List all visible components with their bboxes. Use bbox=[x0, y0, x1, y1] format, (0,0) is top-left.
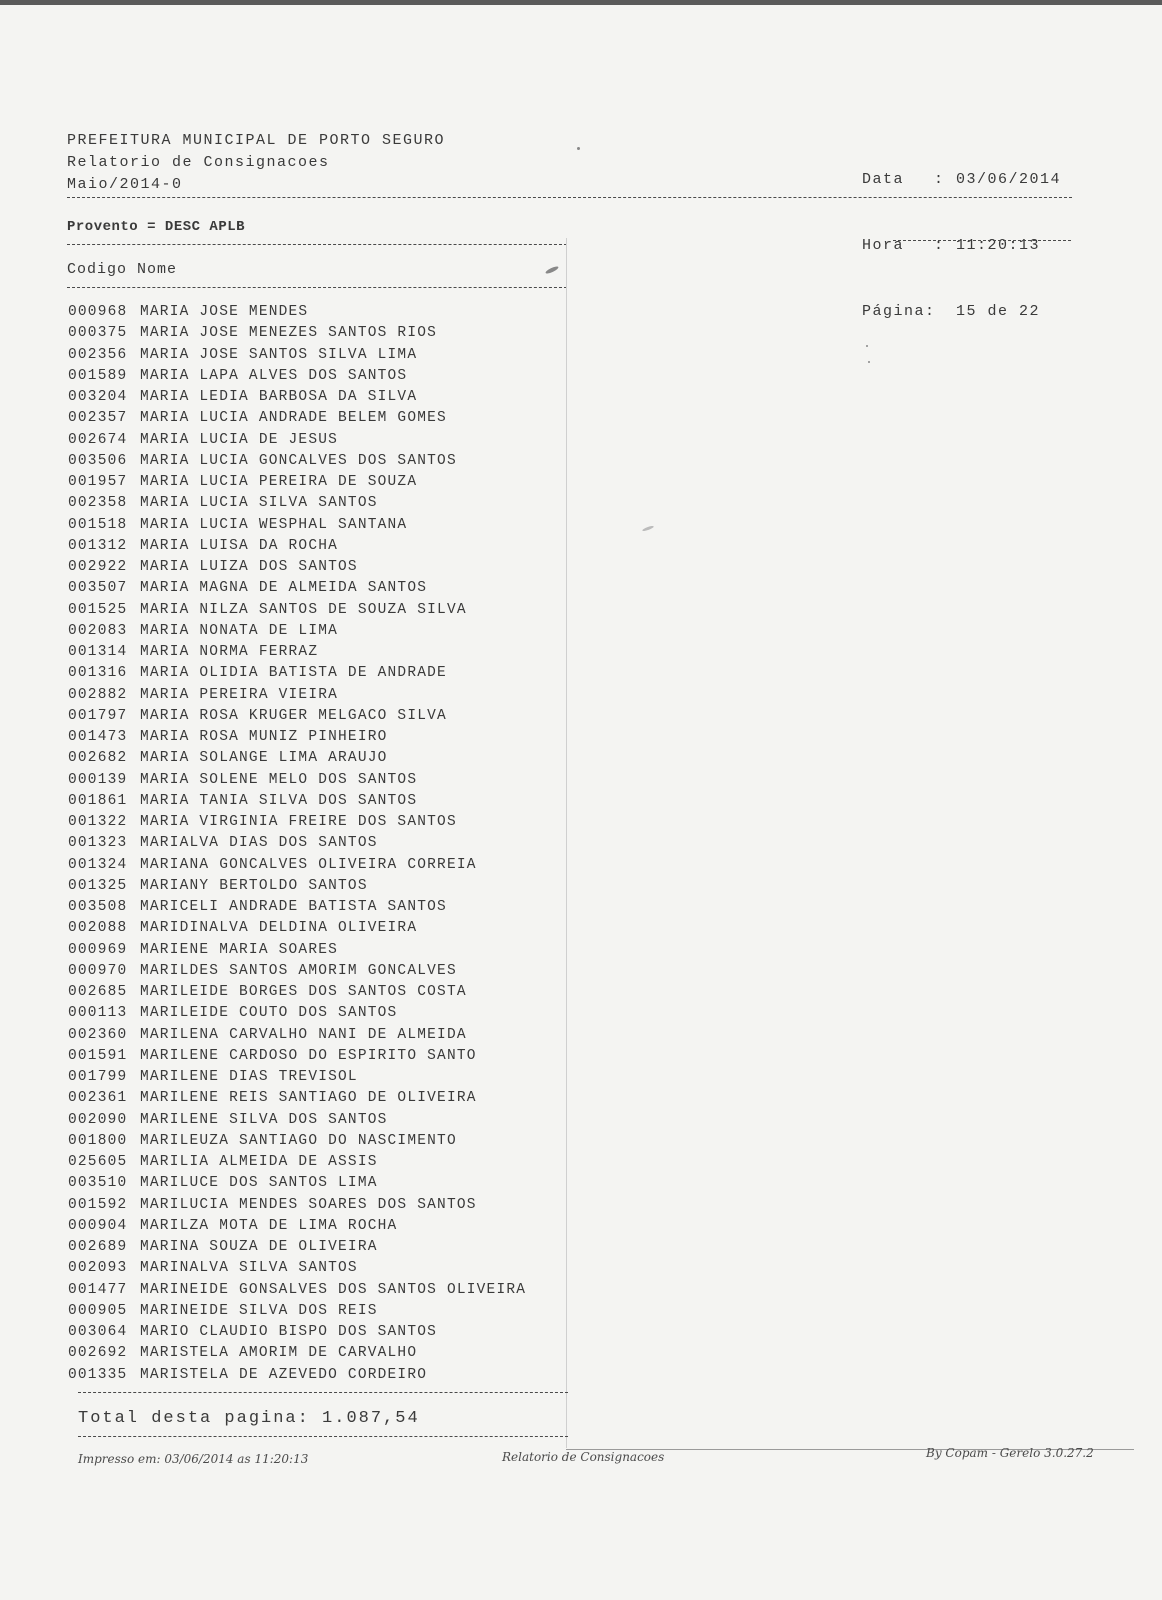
employee-code: 003064 bbox=[68, 1324, 128, 1340]
report-meta bbox=[862, 125, 1061, 345]
column-divider-bottom bbox=[67, 287, 567, 288]
employee-code: 003510 bbox=[68, 1175, 128, 1192]
employee-code: 003508 bbox=[68, 899, 128, 915]
employee-code: 001800 bbox=[68, 1132, 128, 1149]
employee-code: 001324 bbox=[68, 856, 128, 873]
meta-date: Data : 03/06/2014 bbox=[862, 171, 1062, 188]
list-item bbox=[68, 451, 578, 472]
employee-name: MARILENE CARDOSO DO ESPIRITO SANTO bbox=[140, 1047, 477, 1064]
employee-name: MARIA NORMA FERRAZ bbox=[140, 644, 319, 660]
list-item bbox=[68, 387, 578, 408]
list-item bbox=[68, 1110, 578, 1131]
list-item bbox=[68, 1025, 578, 1046]
employee-code: 003507 bbox=[68, 580, 128, 597]
list-item bbox=[68, 1046, 578, 1067]
employee-name: MARIA SOLANGE LIMA ARAUJO bbox=[140, 750, 388, 767]
list-item bbox=[68, 1365, 578, 1386]
employee-name: MARIA MAGNA DE ALMEIDA SANTOS bbox=[140, 580, 428, 597]
scan-speck bbox=[545, 265, 559, 275]
list-item bbox=[68, 1152, 578, 1173]
employee-name: MARILENA CARVALHO NANI DE ALMEIDA bbox=[140, 1026, 467, 1043]
employee-name: MARILUCIA MENDES SOARES DOS SANTOS bbox=[140, 1196, 477, 1213]
total-divider-top bbox=[78, 1392, 568, 1393]
employee-code: 000970 bbox=[68, 962, 128, 979]
employee-name: MARIA LUCIA SILVA SANTOS bbox=[140, 495, 378, 512]
list-item bbox=[68, 982, 578, 1003]
scan-speck bbox=[866, 345, 868, 347]
employee-name: MARIA LAPA ALVES DOS SANTOS bbox=[140, 367, 408, 384]
employee-code: 002922 bbox=[68, 559, 128, 575]
employee-name: MARILIA ALMEIDA DE ASSIS bbox=[140, 1154, 378, 1170]
list-item bbox=[68, 897, 578, 918]
employee-code: 025605 bbox=[68, 1154, 128, 1170]
employee-name: MARIA PEREIRA VIEIRA bbox=[140, 686, 339, 703]
section-title: Provento = DESC APLB bbox=[67, 219, 246, 235]
employee-name: MARIO CLAUDIO BISPO DOS SANTOS bbox=[140, 1324, 438, 1340]
meta-time: Hora : 11:20:13 bbox=[862, 237, 1041, 254]
employee-name: MARILENE DIAS TREVISOL bbox=[140, 1069, 358, 1085]
list-item bbox=[68, 1173, 578, 1194]
list-item bbox=[68, 1258, 578, 1279]
list-item bbox=[68, 1343, 578, 1364]
employee-name: MARIALVA DIAS DOS SANTOS bbox=[140, 835, 378, 852]
employee-code: 001312 bbox=[68, 537, 128, 554]
footer-printed: Impresso em: 03/06/2014 as 11:20:13 bbox=[78, 1452, 309, 1466]
employee-code: 000375 bbox=[68, 325, 128, 342]
page-total-label: Total desta pagina: bbox=[78, 1409, 310, 1428]
page-total-value: 1.087,54 bbox=[322, 1409, 420, 1428]
employee-code: 001861 bbox=[68, 792, 128, 809]
employee-code: 002689 bbox=[68, 1239, 128, 1255]
list-item bbox=[68, 833, 578, 854]
employee-code: 000905 bbox=[68, 1302, 128, 1319]
employee-name: MARIA NILZA SANTOS DE SOUZA SILVA bbox=[140, 601, 467, 618]
employee-name: MARIA TANIA SILVA DOS SANTOS bbox=[140, 792, 418, 809]
employee-name: MARILDES SANTOS AMORIM GONCALVES bbox=[140, 962, 457, 979]
list-item bbox=[68, 302, 578, 323]
employee-name: MARILENE REIS SANTIAGO DE OLIVEIRA bbox=[140, 1090, 477, 1107]
employee-name: MARIANA GONCALVES OLIVEIRA CORREIA bbox=[140, 856, 477, 873]
employee-name: MARILEIDE COUTO DOS SANTOS bbox=[140, 1005, 398, 1022]
employee-code: 002088 bbox=[68, 920, 128, 937]
employee-code: 001322 bbox=[68, 814, 128, 830]
employee-code: 000969 bbox=[68, 941, 128, 958]
employee-code: 001525 bbox=[68, 601, 128, 618]
scan-top-edge bbox=[0, 0, 1162, 5]
employee-name: MARIA JOSE MENEZES SANTOS RIOS bbox=[140, 325, 438, 342]
list-item bbox=[68, 1237, 578, 1258]
list-item bbox=[68, 748, 578, 769]
list-item bbox=[68, 685, 578, 706]
list-item bbox=[68, 493, 578, 514]
employee-code: 001473 bbox=[68, 729, 128, 745]
employee-code: 001589 bbox=[68, 367, 128, 384]
employee-name: MARILEIDE BORGES DOS SANTOS COSTA bbox=[140, 984, 467, 1000]
employee-code: 003204 bbox=[68, 389, 128, 405]
employee-code: 001335 bbox=[68, 1366, 128, 1383]
list-item bbox=[68, 1003, 578, 1024]
employee-code: 002361 bbox=[68, 1090, 128, 1107]
employee-code: 002692 bbox=[68, 1345, 128, 1362]
list-item bbox=[68, 812, 578, 833]
list-item bbox=[68, 600, 578, 621]
column-header-name: Nome bbox=[137, 261, 178, 278]
list-item bbox=[68, 557, 578, 578]
report-title: Relatorio de Consignacoes bbox=[67, 154, 330, 171]
report-header bbox=[67, 130, 445, 196]
list-item bbox=[68, 366, 578, 387]
employee-name: MARIA OLIDIA BATISTA DE ANDRADE bbox=[140, 665, 447, 682]
footer-title: Relatorio de Consignacoes bbox=[502, 1450, 665, 1464]
employee-name: MARIA ROSA MUNIZ PINHEIRO bbox=[140, 729, 388, 745]
employee-code: 001314 bbox=[68, 644, 128, 660]
right-divider bbox=[893, 240, 1071, 241]
employee-code: 002083 bbox=[68, 622, 128, 639]
employee-code: 002356 bbox=[68, 346, 128, 363]
list-item bbox=[68, 536, 578, 557]
employee-name: MARIA LUCIA DE JESUS bbox=[140, 431, 339, 448]
employee-name: MARIA LUCIA ANDRADE BELEM GOMES bbox=[140, 410, 447, 427]
list-item bbox=[68, 621, 578, 642]
employee-code: 002090 bbox=[68, 1111, 128, 1128]
employee-name: MARIA SOLENE MELO DOS SANTOS bbox=[140, 771, 418, 788]
employee-code: 000904 bbox=[68, 1217, 128, 1234]
report-period: Maio/2014-0 bbox=[67, 176, 183, 193]
employee-code: 002357 bbox=[68, 410, 128, 427]
employee-name: MARILZA MOTA DE LIMA ROCHA bbox=[140, 1217, 398, 1234]
column-divider-top bbox=[67, 244, 567, 245]
employee-name: MARISTELA DE AZEVEDO CORDEIRO bbox=[140, 1366, 428, 1383]
list-item bbox=[68, 1301, 578, 1322]
employee-name: MARIA JOSE SANTOS SILVA LIMA bbox=[140, 346, 418, 363]
employee-name: MARIA VIRGINIA FREIRE DOS SANTOS bbox=[140, 814, 457, 830]
employee-code: 001591 bbox=[68, 1047, 128, 1064]
list-item bbox=[68, 642, 578, 663]
header-divider bbox=[67, 197, 1072, 198]
employee-code: 001799 bbox=[68, 1069, 128, 1085]
list-item bbox=[68, 855, 578, 876]
list-item bbox=[68, 918, 578, 939]
list-item bbox=[68, 430, 578, 451]
employee-name: MARIA ROSA KRUGER MELGACO SILVA bbox=[140, 707, 447, 724]
list-item bbox=[68, 1322, 578, 1343]
list-item bbox=[68, 472, 578, 493]
org-name: PREFEITURA MUNICIPAL DE PORTO SEGURO bbox=[67, 132, 446, 149]
employee-code: 002685 bbox=[68, 984, 128, 1000]
employee-name: MARINA SOUZA DE OLIVEIRA bbox=[140, 1239, 378, 1255]
employee-code: 002882 bbox=[68, 686, 128, 703]
list-item bbox=[68, 1216, 578, 1237]
list-item bbox=[68, 515, 578, 536]
employee-code: 001325 bbox=[68, 877, 128, 894]
list-item bbox=[68, 578, 578, 599]
employee-name: MARILUCE DOS SANTOS LIMA bbox=[140, 1175, 378, 1192]
employee-name: MARISTELA AMORIM DE CARVALHO bbox=[140, 1345, 418, 1362]
list-item bbox=[68, 791, 578, 812]
employee-code: 001592 bbox=[68, 1196, 128, 1213]
employee-name: MARIA LUISA DA ROCHA bbox=[140, 537, 339, 554]
list-item bbox=[68, 1131, 578, 1152]
employee-name: MARILENE SILVA DOS SANTOS bbox=[140, 1111, 388, 1128]
employee-name: MARINEIDE GONSALVES DOS SANTOS OLIVEIRA bbox=[140, 1281, 527, 1298]
employee-name: MARILEUZA SANTIAGO DO NASCIMENTO bbox=[140, 1132, 457, 1149]
scan-speck bbox=[642, 525, 654, 532]
page-total bbox=[78, 1409, 420, 1428]
employee-name: MARICELI ANDRADE BATISTA SANTOS bbox=[140, 899, 447, 915]
employee-code: 001797 bbox=[68, 707, 128, 724]
scan-speck bbox=[868, 361, 870, 363]
employee-name: MARIA LUCIA WESPHAL SANTANA bbox=[140, 516, 408, 533]
employee-name: MARIDINALVA DELDINA OLIVEIRA bbox=[140, 920, 418, 937]
employee-name: MARINALVA SILVA SANTOS bbox=[140, 1260, 358, 1277]
employee-name: MARIA NONATA DE LIMA bbox=[140, 622, 339, 639]
employee-code: 001477 bbox=[68, 1281, 128, 1298]
employee-name: MARIA LEDIA BARBOSA DA SILVA bbox=[140, 389, 418, 405]
employee-code: 000139 bbox=[68, 771, 128, 788]
employee-code: 001323 bbox=[68, 835, 128, 852]
list-item bbox=[68, 876, 578, 897]
column-headers bbox=[67, 261, 187, 278]
list-item bbox=[68, 1195, 578, 1216]
meta-page: Página: 15 de 22 bbox=[862, 303, 1041, 320]
employee-code: 000113 bbox=[68, 1005, 128, 1022]
employee-code: 002674 bbox=[68, 431, 128, 448]
employee-code: 003506 bbox=[68, 452, 128, 469]
list-item bbox=[68, 663, 578, 684]
employee-code: 001316 bbox=[68, 665, 128, 682]
list-item bbox=[68, 1088, 578, 1109]
employee-code: 001518 bbox=[68, 516, 128, 533]
employee-name: MARIA JOSE MENDES bbox=[140, 304, 309, 320]
employee-name: MARINEIDE SILVA DOS REIS bbox=[140, 1302, 378, 1319]
employee-name: MARIENE MARIA SOARES bbox=[140, 941, 339, 958]
employee-code: 002358 bbox=[68, 495, 128, 512]
footer-credit: By Copam - Gerelo 3.0.27.2 bbox=[926, 1446, 1094, 1460]
employee-code: 000968 bbox=[68, 304, 128, 320]
list-item bbox=[68, 345, 578, 366]
employee-name: MARIANY BERTOLDO SANTOS bbox=[140, 877, 368, 894]
list-item bbox=[68, 323, 578, 344]
employee-code: 001957 bbox=[68, 474, 128, 490]
column-header-code: Codigo bbox=[67, 261, 128, 278]
employee-name: MARIA LUCIA PEREIRA DE SOUZA bbox=[140, 474, 418, 490]
list-item bbox=[68, 727, 578, 748]
list-item bbox=[68, 961, 578, 982]
total-divider-bottom bbox=[78, 1436, 568, 1437]
list-item bbox=[68, 408, 578, 429]
employee-name: MARIA LUCIA GONCALVES DOS SANTOS bbox=[140, 452, 457, 469]
scan-speck bbox=[577, 147, 580, 150]
list-item bbox=[68, 940, 578, 961]
employee-list bbox=[68, 302, 578, 1386]
list-item bbox=[68, 1280, 578, 1301]
employee-name: MARIA LUIZA DOS SANTOS bbox=[140, 559, 358, 575]
list-item bbox=[68, 706, 578, 727]
list-item bbox=[68, 1067, 578, 1088]
employee-code: 002360 bbox=[68, 1026, 128, 1043]
employee-code: 002093 bbox=[68, 1260, 128, 1277]
list-item bbox=[68, 770, 578, 791]
employee-code: 002682 bbox=[68, 750, 128, 767]
